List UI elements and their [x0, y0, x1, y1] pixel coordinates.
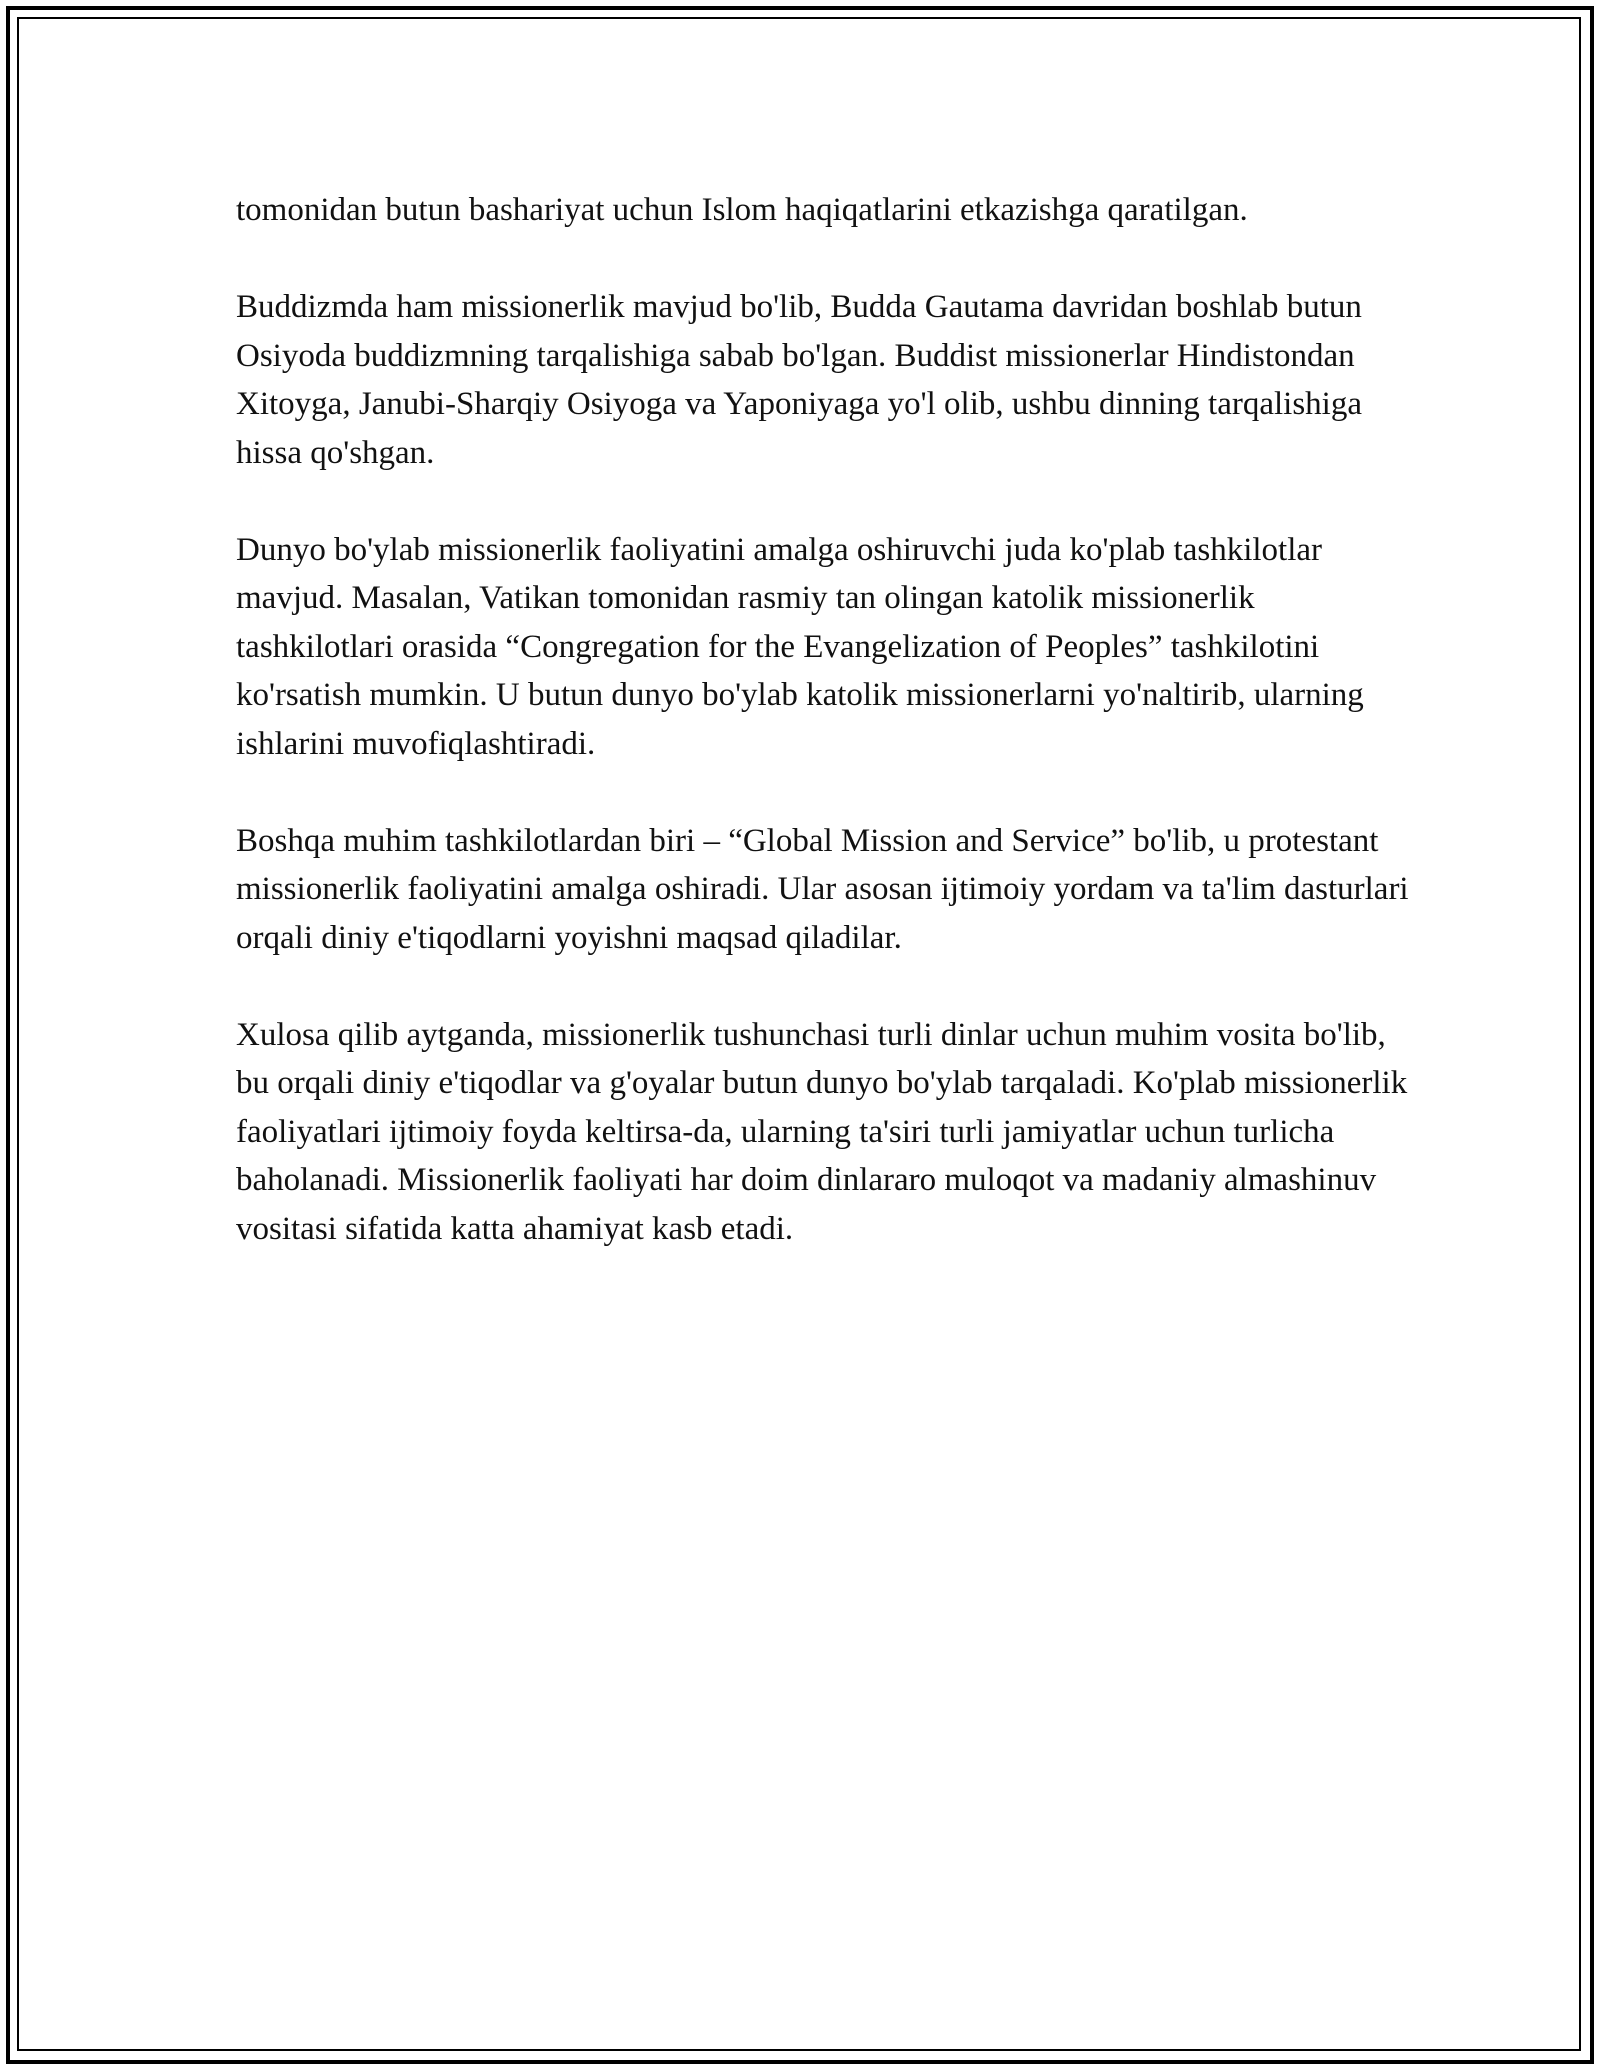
paragraph-3: Dunyo bo'ylab missionerlik faoliyatini amalga oshiruvchi juda ko'plab tashkilotlar mavjud. Masalan, Vatikan tomonidan rasmiy tan olingan katolik missionerlik tashkilotlari orasida “Congregation for the Evangelization of Peoples” tashkilotini ko'rsatish mumkin. U butun dunyo bo'ylab katolik missionerlarni yo'naltirib, ularning ishlarini muvofiqlashtiradi.: [236, 531, 1364, 762]
paragraph-1: tomonidan butun bashariyat uchun Islom haqiqatlarini etkazishga qaratilgan.: [236, 192, 1248, 228]
paragraph-4: Boshqa muhim tashkilotlardan biri – “Global Mission and Service” bo'lib, u protestant missionerlik faoliyatini amalga oshiradi. Ular asosan ijtimoiy yordam va ta'lim dasturlari orqali diniy e'tiqodlarni yoyishni maqsad qiladilar.: [236, 822, 1409, 956]
document-body: [236, 186, 1416, 1302]
paragraph-5: Xulosa qilib aytganda, missionerlik tushunchasi turli dinlar uchun muhim vosita bo'lib, bu orqali diniy e'tiqodlar va g'oyalar butun dunyo bo'ylab tarqaladi. Ko'plab missionerlik faoliyatlari ijtimoiy foyda keltirsa-da, ularning ta'siri turli jamiyatlar uchun turlicha baholanadi. Missionerlik faoliyati har doim dinlararo muloqot va madaniy almashinuv vositasi sifatida katta ahamiyat kasb etadi.: [236, 1016, 1408, 1247]
paragraph-2: Buddizmda ham missionerlik mavjud bo'lib, Budda Gautama davridan boshlab butun Osiyoda buddizmning tarqalishiga sabab bo'lgan. Buddist missionerlar Hindistondan Xitoyga, Janubi-Sharqiy Osiyoga va Yaponiyaga yo'l olib, ushbu dinning tarqalishiga hissa qo'shgan.: [236, 289, 1362, 471]
